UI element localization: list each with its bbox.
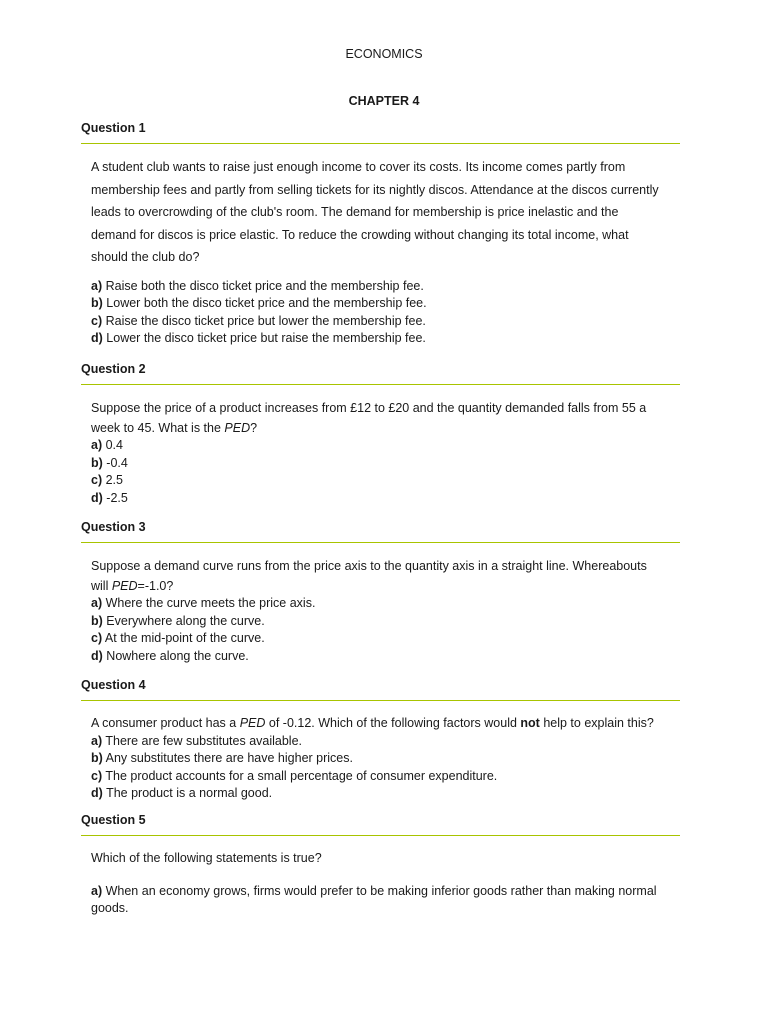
question-3-option-c: c) At the mid-point of the curve.	[91, 631, 265, 645]
question-4-heading: Question 4	[81, 678, 146, 692]
question-2-option-a: a) 0.4	[91, 438, 123, 452]
question-4-option-c: c) The product accounts for a small percentage of consumer expenditure.	[91, 768, 498, 783]
question-3-option-b: b) Everywhere along the curve.	[91, 613, 265, 628]
subject-title: ECONOMICS	[345, 47, 423, 61]
question-2-stem-line: week to 45. What is the PED?	[91, 420, 258, 435]
question-4-divider	[81, 700, 680, 701]
question-2-option-d: d) -2.5	[91, 490, 128, 505]
question-3-divider	[81, 542, 680, 543]
question-1-option-d: d) Lower the disco ticket price but raise the membership fee.	[91, 331, 426, 345]
question-1-stem-line: A student club wants to raise just enough income to cover its costs. Its income comes partly from	[91, 160, 626, 174]
question-2-heading: Question 2	[81, 362, 146, 376]
question-1-body	[91, 156, 681, 348]
question-5-divider	[81, 835, 680, 836]
chapter-title: CHAPTER 4	[348, 94, 420, 108]
question-5-body	[91, 850, 681, 918]
question-4-stem: A consumer product has a PED of -0.12. Which of the following factors would not help to explain this?	[91, 716, 654, 730]
question-1-option-b: b) Lower both the disco ticket price and the membership fee.	[91, 296, 427, 310]
question-5-stem: Which of the following statements is true?	[91, 851, 322, 865]
question-2-divider	[81, 384, 680, 385]
question-4-option-a: a) There are few substitutes available.	[91, 733, 303, 748]
question-5-heading: Question 5	[81, 813, 146, 827]
question-2-option-c: c) 2.5	[91, 473, 123, 487]
question-3-stem-line: will PED=-1.0?	[91, 578, 174, 593]
question-3-option-d: d) Nowhere along the curve.	[91, 648, 249, 663]
question-3-stem-line: Suppose a demand curve runs from the price axis to the quantity axis in a straight line. Whereabouts	[91, 559, 647, 573]
question-2-body	[91, 397, 681, 507]
question-3-heading: Question 3	[81, 520, 146, 534]
question-1-option-c: c) Raise the disco ticket price but lower the membership fee.	[91, 313, 426, 328]
question-3-body	[91, 555, 681, 665]
question-1-heading: Question 1	[81, 121, 146, 135]
question-1-stem-line: should the club do?	[91, 250, 200, 264]
question-1-divider	[81, 143, 680, 144]
question-4-body	[91, 715, 681, 803]
question-1-stem-line: membership fees and partly from selling tickets for its nightly discos. Attendance at the discos currently	[91, 182, 659, 197]
question-1-option-a: a) Raise both the disco ticket price and the membership fee.	[91, 278, 424, 293]
question-4-option-d: d) The product is a normal good.	[91, 786, 273, 800]
question-3-option-a: a) Where the curve meets the price axis.	[91, 596, 316, 610]
question-2-option-b: b) -0.4	[91, 455, 128, 470]
question-1-stem-line: leads to overcrowding of the club's room. The demand for membership is price inelastic and the	[91, 205, 619, 219]
question-1-stem-line: demand for discos is price elastic. To reduce the crowding without changing its total income, what	[91, 227, 629, 242]
question-5-option-a-continued: goods.	[91, 901, 129, 915]
question-4-option-b: b) Any substitutes there are have higher prices.	[91, 751, 353, 765]
question-2-stem-line: Suppose the price of a product increases from £12 to £20 and the quantity demanded falls from 55 a	[91, 401, 647, 415]
question-5-option-a: a) When an economy grows, firms would prefer to be making inferior goods rather than making normal	[91, 883, 657, 898]
